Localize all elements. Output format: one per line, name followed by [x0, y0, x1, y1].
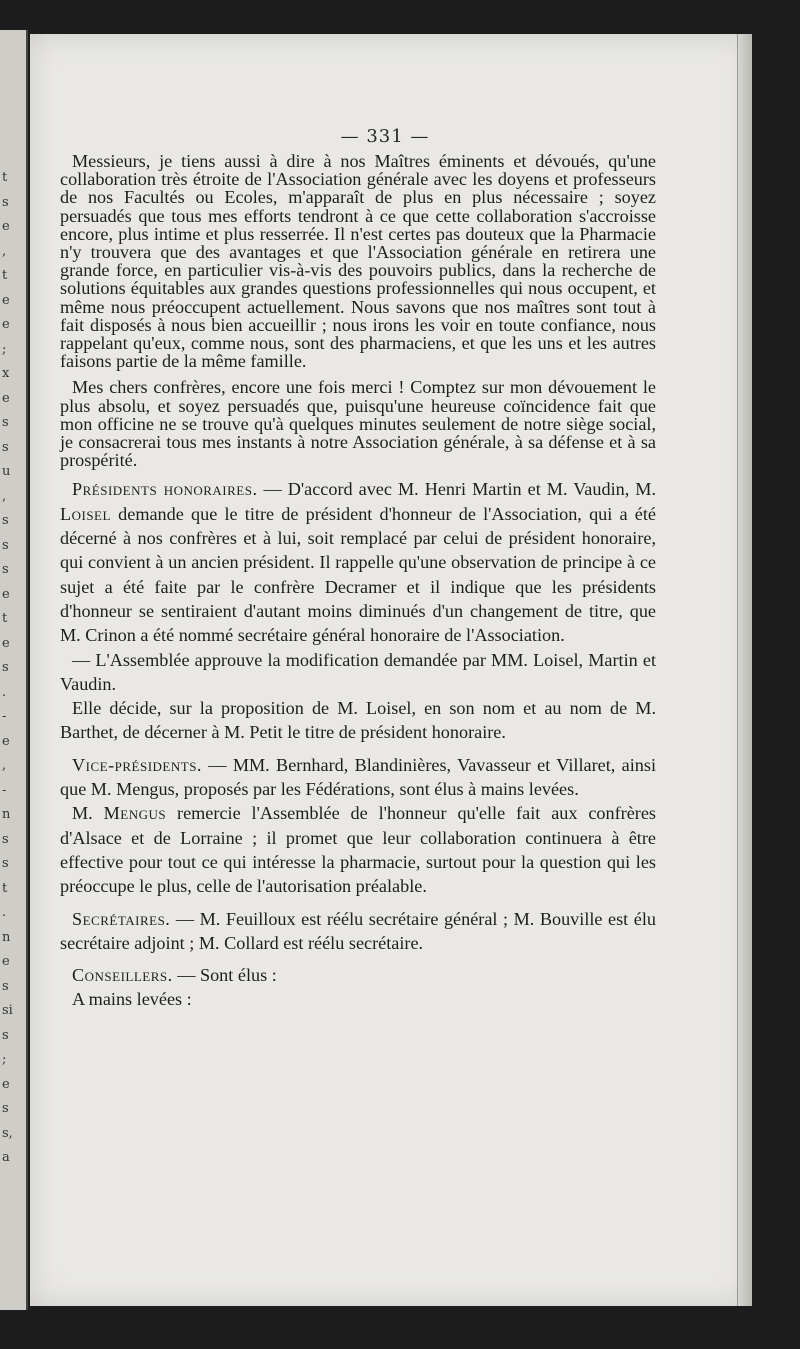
previous-page-letter: n	[2, 807, 11, 822]
previous-page-letter: ,	[2, 243, 7, 259]
previous-page-letter: e	[2, 1076, 10, 1092]
previous-page-letter: s	[2, 415, 9, 430]
book-page	[30, 34, 752, 1306]
previous-page-letter: e	[2, 954, 10, 969]
previous-page-letter: s	[2, 856, 9, 871]
previous-page-letter: ;	[2, 1052, 7, 1067]
previous-page-edge	[0, 30, 28, 1310]
previous-page-letter: n	[2, 929, 11, 945]
previous-page-letter: e	[2, 733, 10, 749]
previous-page-letter: a	[2, 1150, 10, 1165]
secretaires-text: — M. Feuilloux est réélu secrétaire général ; M. Bouville est élu secrétaire adjoint ; M. Collard est réélu secrétaire.	[60, 908, 656, 953]
paragraph-mains-levees: A mains levées :	[72, 989, 192, 1010]
paragraph-assemblee-approuve: — L'Assemblée approuve la modification demandée par MM. Loisel, Martin et Vaudin.	[60, 649, 656, 694]
paragraph-address: Messieurs, je tiens aussi à dire à nos Maîtres éminents et dévoués, qu'une collaboration très étroite de l'Association générale avec les doyens et professeurs de nos Facultés ou Ecoles, m'apparaît de plus en plus nécessaire ; soyez persuadés que tous mes efforts tendront à ce que cette collaboration s'accroisse encore, plus intime et plus resserrée. Il n'est certes pas douteux que la Pharmacie n'y trouvera que des avantages et que l'Association générale en retirera une grande force, en particulier vis-à-vis des pouvoirs publics, dans la recherche de solutions équitables aux grandes questions professionnelles qui nous occupent, et même nous préoccupent actuellement. Nous savons que nos maîtres sont tout à fait disposés à nous bien accueillir ; nous irons les voir en toute confiance, nous rappelant qu'eux, comme nous, sont des pharmaciens, et que les uns et les autres faisons partie de la même famille.	[60, 151, 656, 372]
previous-page-letter: -	[2, 709, 7, 724]
previous-page-letter: .	[2, 905, 7, 920]
previous-page-letter: e	[2, 586, 10, 602]
page-text	[60, 152, 656, 1012]
presidents-text-2: demande que le titre de président d'honneur de l'Association, qui a été décerné à nos confrères et à lui, soit remplacé par celui de président honoraire, qui convient à un ancien président. Il rappelle qu'une observation de principe à ce sujet a été faite par le confrère Decramer et il indique que les présidents d'honneur se sentiraient d'autant moins diminués d'un changement de titre, que M. Crinon a été nommé secrétaire général honoraire de l'Association.	[60, 503, 656, 646]
previous-page-letter: e	[2, 635, 10, 651]
previous-page-letter: ,	[2, 758, 7, 773]
previous-page-letter: s	[2, 1101, 9, 1116]
previous-page-letter: u	[2, 464, 11, 479]
previous-page-letter: si	[2, 1003, 13, 1018]
section-heading-conseillers: Conseillers.	[72, 965, 173, 986]
previous-page-letter: s	[2, 660, 9, 675]
name-mengus: Mengus	[103, 803, 167, 824]
paragraph-vice-presidents	[60, 753, 656, 802]
paragraph-conseillers	[60, 963, 656, 987]
previous-page-letter: ,	[2, 488, 7, 504]
paragraph-mengus	[60, 801, 656, 898]
paragraph-presidents-honoraires	[60, 477, 656, 647]
previous-page-letter: t	[2, 268, 8, 283]
previous-page-letter: t	[2, 611, 8, 626]
previous-page-letter: e	[2, 292, 10, 308]
mengus-text: remercie l'Assemblée de l'honneur qu'elle fait aux confrères d'Alsace et de Lorraine ; il promet que leur collaboration continuera à être effective pour tout ce qui intéresse la pharmacie, surtout pour la question qui les préoccupe le plus, celle de l'autorisation préalable.	[60, 803, 656, 897]
previous-page-letter: x	[2, 366, 10, 381]
page-number: — 331 —	[340, 126, 430, 147]
previous-page-letter: s	[2, 1027, 9, 1043]
section-heading-presidents: Présidents honoraires.	[72, 479, 258, 500]
previous-page-letter: ;	[2, 341, 7, 357]
previous-page-letter: e	[2, 317, 10, 332]
previous-page-letter: s	[2, 978, 9, 994]
previous-page-letter: s	[2, 562, 9, 577]
previous-page-letter: .	[2, 684, 7, 700]
page-stack-edge	[737, 34, 752, 1306]
previous-page-letter: -	[2, 782, 7, 798]
previous-page-letter: s,	[2, 1125, 13, 1141]
mengus-prefix: M.	[72, 803, 104, 824]
previous-page-letter: s	[2, 537, 9, 553]
previous-page-letter: s	[2, 194, 9, 210]
previous-page-letters	[2, 30, 22, 1310]
previous-page-letter: e	[2, 390, 10, 406]
section-heading-secretaires: Secrétaires.	[72, 908, 171, 929]
paragraph-thanks: Mes chers confrères, encore une fois merci ! Comptez sur mon dévouement le plus absolu, et soyez persuadés que, puisqu'une heureuse coïncidence fait que mon officine ne se trouve qu'à quelques minutes seulement de notre siège social, je consacrerai tous mes instants à notre Association générale, à sa défense et à sa prospérité.	[60, 377, 656, 471]
previous-page-letter: s	[2, 513, 9, 528]
previous-page-letter: e	[2, 219, 10, 234]
previous-page-letter: s	[2, 831, 9, 847]
paragraph-elle-decide: Elle décide, sur la proposition de M. Loisel, en son nom et au nom de M. Barthet, de décerner à M. Petit le titre de président honoraire.	[60, 698, 656, 743]
previous-page-letter: t	[2, 880, 8, 896]
previous-page-letter: t	[2, 170, 8, 185]
previous-page-letter: s	[2, 439, 9, 455]
vice-presidents-text: — MM. Bernhard, Blandinières, Vavasseur et Villaret, ainsi que M. Mengus, proposés par les Fédérations, sont élus à mains levées.	[60, 754, 656, 800]
presidents-text-1: — D'accord avec M. Henri Martin et M. Vaudin, M.	[257, 479, 656, 500]
paragraph-secretaires	[60, 907, 656, 956]
conseillers-text: — Sont élus :	[172, 965, 277, 986]
name-loisel: Loisel	[60, 503, 111, 524]
section-heading-vice-presidents: Vice-présidents.	[72, 754, 202, 775]
